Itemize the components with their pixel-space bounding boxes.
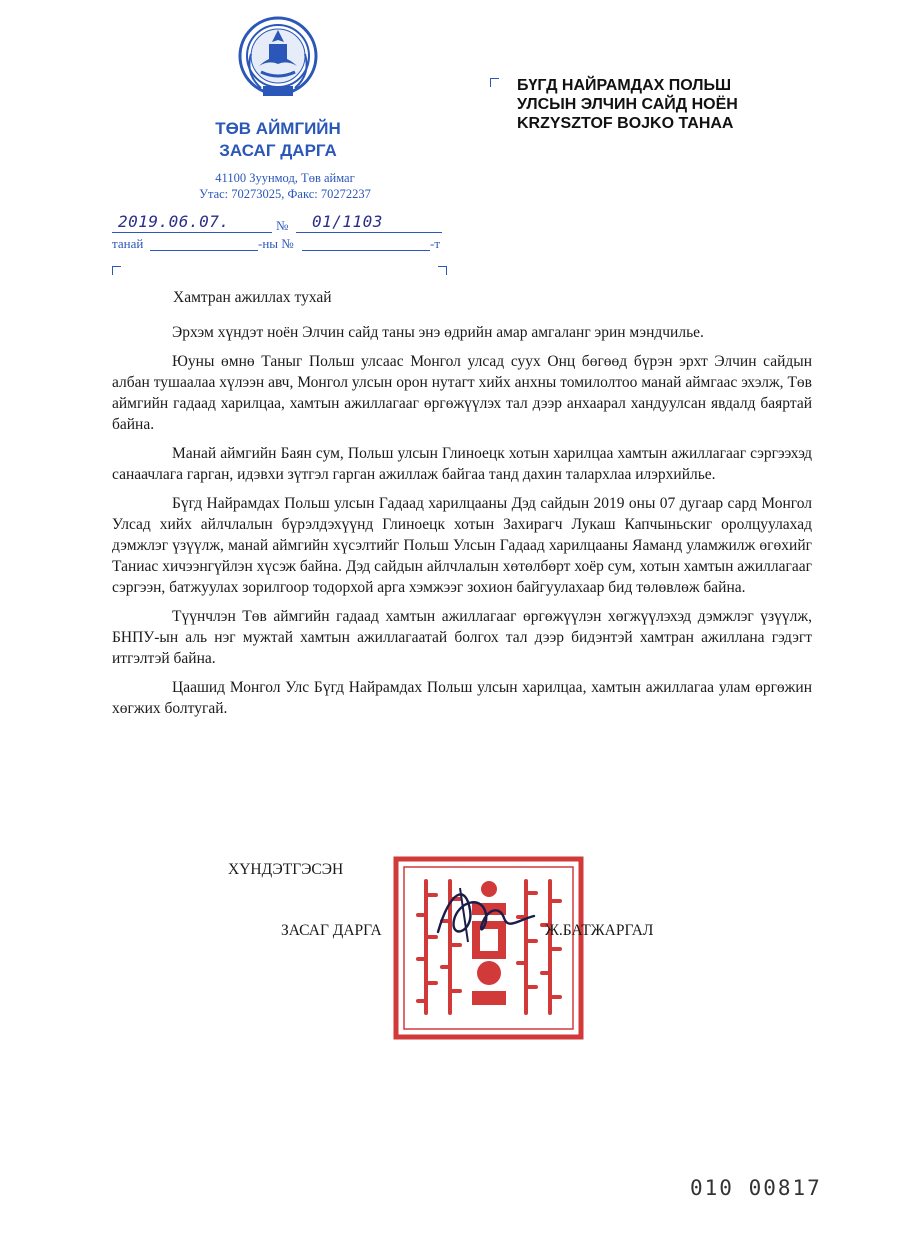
ref-your-label: танай	[112, 236, 144, 251]
addressee-corner-mark	[490, 78, 499, 87]
org-name-line1: ТӨВ АЙМГИЙН	[215, 119, 341, 138]
ref-end-suffix: -т	[430, 236, 441, 251]
ref-number: 01/1103	[312, 212, 383, 231]
ref-your-suffix: -ны №	[258, 236, 294, 251]
addressee-line1: БҮГД НАЙРАМДАХ ПОЛЬШ	[517, 77, 732, 94]
paragraph: Түүнчлэн Төв аймгийн гадаад хамтын ажиллагааг өргөжүүлэн хөгжүүлэхэд дэмжлэг үзүүлж, БНПУ-ын аль нэг мужтай хамтын ажиллагаатай болгох тал дээр бидэнтэй хамтран ажиллана гэдэгт итгэлтэй байна.	[112, 608, 812, 667]
paragraph: Манай аймгийн Баян сум, Польш улсын Глиноецк хотын харилцаа хамтын ажиллагааг сэргээхэд санаачлага гарган, идэвхи зүтгэл гарган ажиллаж байгаа танд дахин талархлаа илэрхийлье.	[112, 445, 812, 483]
signer-role: ЗАСАГ ДАРГА	[281, 922, 382, 939]
ref-corner-mark-left	[112, 266, 121, 275]
ref-number-line	[296, 232, 442, 233]
addressee-line2: УЛСЫН ЭЛЧИН САЙД НОЁН	[517, 96, 738, 113]
ref-your-line	[150, 250, 258, 251]
ref-number-sign: №	[276, 218, 289, 233]
handwritten-signature	[430, 880, 540, 950]
state-emblem-icon	[237, 14, 319, 102]
letter-subject: Хамтран ажиллах тухай	[173, 289, 332, 306]
ref-date: 2019.06.07.	[118, 212, 230, 231]
ref-corner-mark-right	[438, 266, 447, 275]
ref-your-number-line	[302, 250, 430, 251]
letter-body	[112, 322, 812, 727]
addressee-line3: KRZYSZTOF BOJKO ТАНАА	[517, 115, 734, 132]
addressee-block	[517, 76, 817, 133]
org-name-line2: ЗАСАГ ДАРГА	[219, 141, 337, 160]
paragraph: Бүгд Найрамдах Польш улсын Гадаад харилцааны Дэд сайдын 2019 оны 07 дугаар сард Монгол Улсад хийх айлчлалын бүрэлдэхүүнд Глиноецк хотын Захирагч Лукаш Капчыньскиг оролцуулахад дэмжлэг үзүүлж, манай аймгийн хүсэлтийг Польш Улсын Гадаад харилцааны Яаманд уламжилж өгөхийг Таниас хичээнгүйлэн хүсэж байна. Дэд сайдын айлчлалын хөтөлбөрт хоёр сум, хотын хамтын ажиллагааг сэргээн, батжуулах зорилгоор тодорхой арга хэмжээг зохион байгуулахаар бид төлөвлөж байна.	[112, 495, 812, 596]
paragraph: Цаашид Монгол Улс Бүгд Найрамдах Польш улсын харилцаа, хамтын ажиллагаа улам өргөжин хөгжих болтугай.	[112, 679, 812, 717]
ref-date-line	[112, 232, 272, 233]
signer-name: Ж.БАТЖАРГАЛ	[545, 922, 654, 939]
closing-respect: ХҮНДЭТГЭСЭН	[228, 861, 344, 878]
paragraph: Эрхэм хүндэт ноён Элчин сайд таны энэ өдрийн амар амгаланг эрин мэндчилье.	[172, 324, 704, 341]
document-serial-number: 010 00817	[690, 1176, 822, 1200]
org-contacts: Утас: 70273025, Факс: 70272237	[199, 187, 371, 201]
org-address: 41100 Зуунмод, Төв аймаг	[215, 171, 355, 185]
paragraph: Юуны өмнө Таныг Польш улсаас Монгол улсад суух Онц бөгөөд бүрэн эрхт Элчин сайдын албан тушаалаа хүлээн авч, Монгол улсын орон нутагт хийх анхны томилолтоо манай аймгаас эхэлж, Төв аймгийн гадаад харилцаа, хамтын ажиллагааг өргөжүүлэх тал дээр анхаарал хандуулсан явдалд баяртай байна.	[112, 353, 812, 433]
